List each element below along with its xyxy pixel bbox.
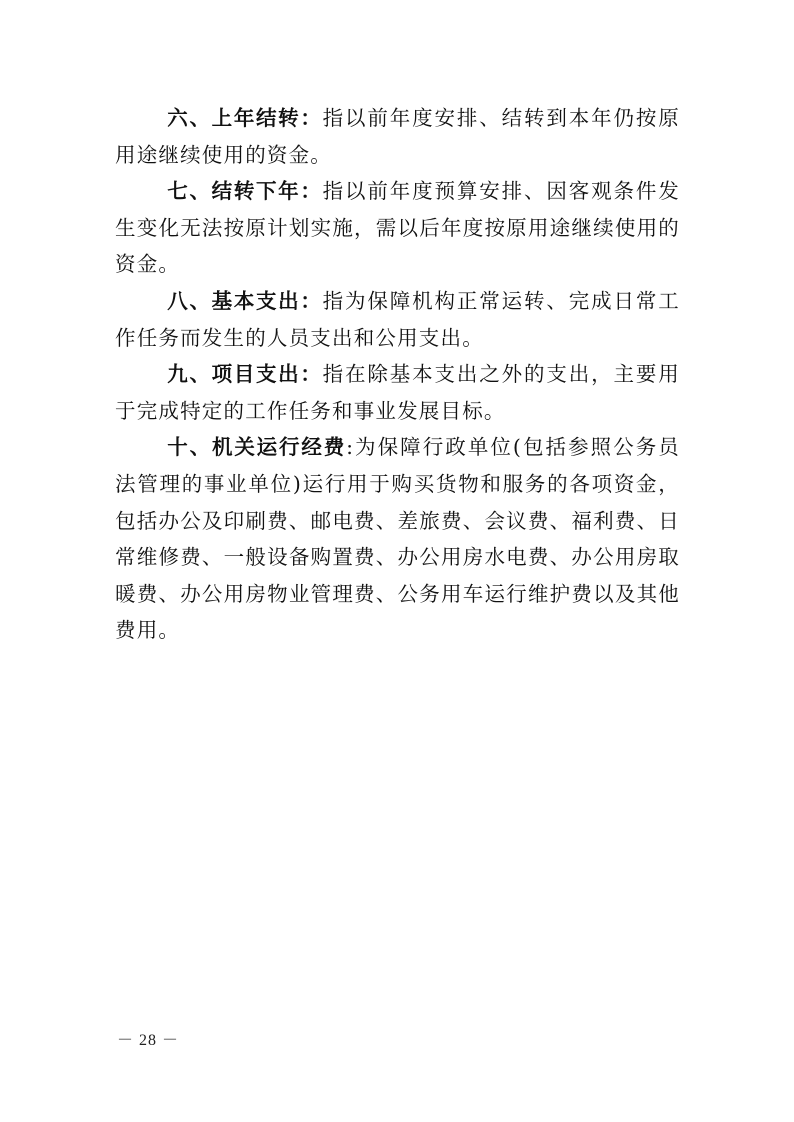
definition-paragraph-9 xyxy=(115,356,680,429)
definition-text: 指以前年度安排、结转到本年仍按原用途继续使用的资金。 xyxy=(115,106,681,167)
definition-paragraph-7 xyxy=(115,173,680,283)
definition-term: 九、项目支出： xyxy=(167,362,323,387)
page-number: － 28 － xyxy=(117,1032,180,1049)
definition-paragraph-6 xyxy=(115,100,680,173)
definition-term: 六、上年结转： xyxy=(167,106,323,130)
definition-term: 八、基本支出： xyxy=(167,288,323,313)
definition-text: 指在除基本支出之外的支出，主要用于完成特定的工作任务和事业发展目标。 xyxy=(115,362,681,423)
definition-term: 十、机关运行经费 xyxy=(167,435,347,460)
definition-text: :为保障行政单位(包括参照公务员法管理的事业单位)运行用于购买货物和服务的各项资金，包括办公及印刷费、邮电费、差旅费、会议费、福利费、日常维修费、一般设备购置费、办公用房水电费、办公用房取暖费、办公用房物业管理费、公务用车运行维护费以及其他费用。 xyxy=(115,435,680,643)
definition-text: 指以前年度预算安排、因客观条件发生变化无法按原计划实施，需以后年度按原用途继续使用的资金。 xyxy=(115,179,681,277)
definition-text: 指为保障机构正常运转、完成日常工作任务而发生的人员支出和公用支出。 xyxy=(115,288,681,350)
definition-paragraph-8 xyxy=(115,283,680,356)
definition-term: 七、结转下年： xyxy=(167,179,323,204)
definition-paragraph-10 xyxy=(115,429,680,649)
document-body xyxy=(115,100,680,649)
